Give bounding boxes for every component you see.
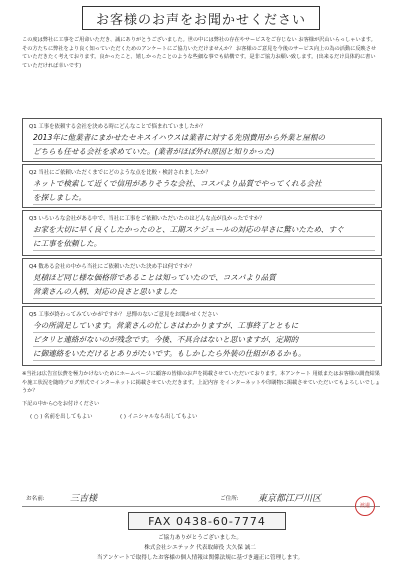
customer-info-row (22, 488, 380, 507)
seal-stamp: 渡邊 (355, 496, 375, 516)
question-label: Q4 数ある会社の中から当社にご依頼いただいた決め手は何ですか？ (29, 264, 195, 270)
question-label: Q2 当社にご依頼いただくまでにどのような点を比較・検討されましたか？ (29, 170, 211, 176)
answer-line: を探しました。 (33, 191, 375, 205)
question-label: Q5 工事が終わってみていかがですか？ 忌憚のないご意見をお聞かせください (29, 312, 218, 318)
question-3 (22, 210, 382, 256)
answer-text (33, 319, 375, 361)
privacy-note: 当アンケートで取得したお客様の個人情報は関係法規に基づき適正に管理します。 (96, 555, 304, 561)
name-label: お名前: (26, 496, 45, 502)
question-4 (22, 258, 382, 304)
fax-number: FAX 0438-60-7774 (128, 512, 286, 530)
question-2 (22, 164, 382, 208)
answer-text (33, 223, 375, 251)
address-label: ご住所: (220, 496, 239, 502)
answer-text (33, 131, 375, 159)
question-1 (22, 118, 382, 162)
answer-line: 見積ほど同じ様な価格帯であることは知っていたので、コスパより品質 (33, 271, 375, 285)
answer-line: に工事を依頼した。 (33, 237, 375, 251)
page-title: お客様のお声をお聞かせください (82, 6, 320, 30)
thanks-text: ご協力ありがとうございました。 (158, 535, 242, 541)
answer-line: 2013年に他業者にまかせたセキスイハウスは業者に対する先別費用から外業と屋根の (33, 131, 375, 145)
consent-prompt: 下記の中から○をお付けください (22, 401, 100, 407)
question-label: Q3 いろいろな会社がある中で、当社に工事をご依頼いただいたのはどんな点が良かったですか？ (29, 216, 265, 222)
answer-line: 営業さんの人柄、対応の良さと思いました (33, 285, 375, 299)
answer-line: どちらも任せる会社を求めていた。(業者がほぼ外れ原因と知りかった) (33, 145, 375, 159)
intro-text: この度は弊社に工事をご用命いただき、誠にありがとうございました。世の中には弊社の存在やサービスをご存じない お客様が沢山いらっしゃいます。その方たちに弊社をより良く知っていただくためのアンケートにご協力いただけませんか？ お客様のご意見を今後のサービス向上の為の活動に反映させていただきたく考えております。良かったこと、嬉しかったことのような些細な事でも結構です。是非ご協力お願い致します。(出来るだけ具体的に書いていただければ幸いです) (22, 37, 377, 69)
publication-notice: ※当社は広告宣伝費を極力かけないためにホームページに顧客の皆様のお声を掲載させていただいております。本アンケート 用紙またはお客様の調査結果や施工状況を随時ブログ形式でインターネットに掲載させていただきます。上記内容 をインターネットや印刷物に掲載させていただいてもよろしいでしょうか？ (22, 371, 381, 395)
answer-line: 今の所満足しています。営業さんの忙しさはわかりますが、工事終了とともに (33, 319, 375, 333)
address-value: 東京都江戸川区 (258, 494, 322, 504)
answer-line: に御連絡をいただけるとありがたいです。もしかしたら外装の仕組があるかも。 (33, 347, 375, 361)
answer-line: お家を大切に早く良くしたかったのと、工期スケジュールの対応の早さに驚いたため、すぐ (33, 223, 375, 237)
answer-text (33, 271, 375, 299)
company-name: 株式会社シエテック 代表取締役 大久保 誠二 (144, 545, 256, 551)
answer-text (33, 177, 375, 205)
name-value: 三吉様 (70, 494, 98, 504)
answer-line: ピタリと連絡がないのが残念です。今後、不具合はないと思いますが、定期的 (33, 333, 375, 347)
consent-option-initials[interactable]: ( ) イニシャルなら出してもよい (120, 414, 198, 420)
answer-line: ネットで検索して近くで信用がありそうな会社、コスパより品質でやってくれる会社 (33, 177, 375, 191)
question-label: Q1 工事を依頼する会社を決める時にどんなことで悩まれていましたか？ (29, 124, 206, 130)
question-5 (22, 306, 382, 366)
consent-option-name[interactable]: ( ○ ) 名前を出してもよい (30, 414, 93, 420)
